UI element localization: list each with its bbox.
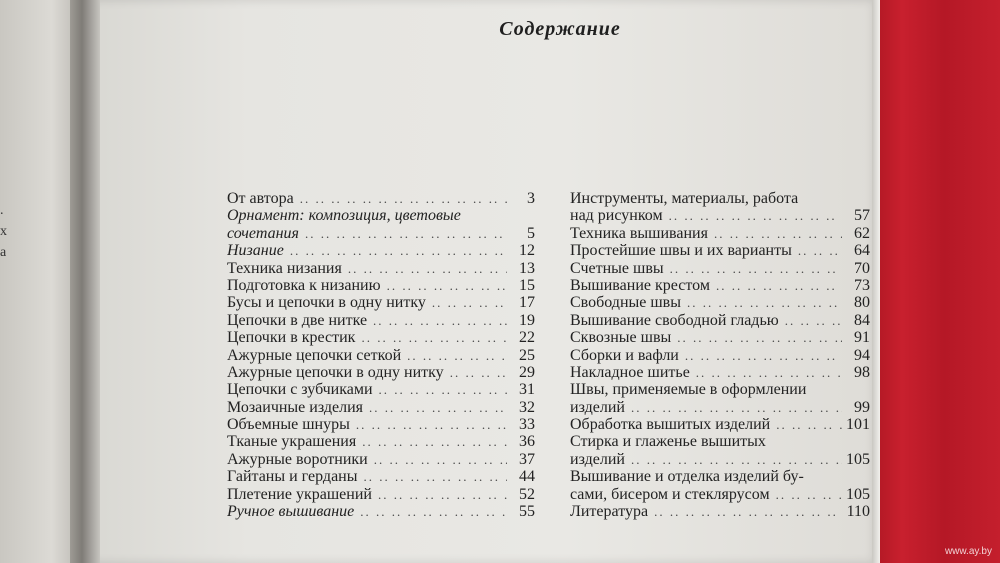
- toc-entry-title: сами, бисером и стеклярусом: [570, 485, 770, 503]
- leader-dots: [290, 242, 507, 259]
- toc-page-number: 105: [846, 485, 870, 503]
- toc-entry-title: Вышивание свободной гладью: [570, 311, 779, 329]
- toc-entry: [570, 468, 870, 485]
- leader-dots: [369, 399, 507, 416]
- toc-entry-title: сочетания: [227, 224, 299, 242]
- toc-page-number: 17: [519, 294, 535, 312]
- leader-dots: [714, 225, 842, 242]
- toc-page-number: 94: [854, 346, 870, 364]
- toc-entry: [227, 416, 535, 433]
- toc-left-column: [227, 190, 535, 520]
- toc-page-number: 31: [519, 381, 535, 399]
- leader-dots: [305, 225, 507, 242]
- toc-page-number: 64: [854, 242, 870, 260]
- leader-dots: [374, 451, 507, 468]
- toc-page-number: 15: [519, 276, 535, 294]
- leader-dots: [387, 277, 507, 294]
- toc-page-number: 25: [519, 346, 535, 364]
- leader-dots: [776, 486, 842, 503]
- leader-dots: [300, 190, 507, 207]
- toc-entry: [570, 399, 870, 416]
- leader-dots: [360, 503, 507, 520]
- leader-dots: [785, 312, 842, 329]
- toc-page-number: 105: [846, 450, 870, 468]
- leader-dots: [716, 277, 842, 294]
- toc-entry-title: Сборки и вафли: [570, 346, 679, 364]
- toc-entry-title: Ажурные цепочки сеткой: [227, 346, 402, 364]
- toc-entry-title: Стирка и глаженье вышитых: [570, 433, 766, 451]
- leader-dots: [363, 468, 507, 485]
- toc-entry: [570, 225, 870, 242]
- watermark: www.ay.by: [944, 546, 992, 557]
- toc-entry: [227, 486, 535, 503]
- toc-entry: [570, 277, 870, 294]
- toc-page-number: 5: [527, 224, 535, 242]
- leader-dots: [669, 207, 842, 224]
- toc-entry-title: Бусы и цепочки в одну нитку: [227, 294, 426, 312]
- toc-entry-title: Накладное шитье: [570, 363, 690, 381]
- toc-entry: [570, 416, 870, 433]
- toc-page-number: 29: [519, 363, 535, 381]
- toc-entry-title: Ажурные цепочки в одну нитку: [227, 363, 444, 381]
- toc-entry: [227, 242, 535, 259]
- toc-entry: [570, 364, 870, 381]
- leader-dots: [654, 503, 842, 520]
- toc-entry: [570, 207, 870, 224]
- toc-entry: [570, 486, 870, 503]
- toc-page-number: 110: [846, 503, 870, 521]
- toc-entry: [227, 399, 535, 416]
- toc-entry-title: Низание: [227, 242, 284, 260]
- toc-entry-title: Счетные швы: [570, 259, 664, 277]
- toc-page-number: 73: [854, 276, 870, 294]
- toc-page-number: 52: [519, 485, 535, 503]
- leader-dots: [348, 260, 507, 277]
- toc-page-number: 80: [854, 294, 870, 312]
- toc-page-number: 91: [854, 329, 870, 347]
- toc-page-number: 13: [519, 259, 535, 277]
- leader-dots: [378, 486, 507, 503]
- toc-entry: [227, 381, 535, 398]
- leader-dots: [670, 260, 842, 277]
- toc-entry: [227, 190, 535, 207]
- toc-page-number: 55: [519, 503, 535, 521]
- toc-entry-title: От автора: [227, 190, 294, 207]
- toc-entry-title: Цепочки в две нитке: [227, 311, 368, 329]
- left-page-fragment: х: [0, 224, 7, 239]
- toc-page-number: 19: [519, 311, 535, 329]
- red-cloth-background: [860, 0, 1000, 563]
- toc-entry: [570, 242, 870, 259]
- toc-entry: [227, 329, 535, 346]
- toc-entry: [570, 190, 870, 207]
- toc-entry: [570, 381, 870, 398]
- toc-page-number: 32: [519, 398, 535, 416]
- toc-page-number: 99: [854, 398, 870, 416]
- toc-entry-title: Вышивание и отделка изделий бу-: [570, 468, 804, 486]
- toc-entry: [570, 294, 870, 311]
- toc-entry-title: Подготовка к низанию: [227, 276, 381, 294]
- toc-page-number: 12: [519, 242, 535, 260]
- toc-entry-title: Мозаичные изделия: [227, 398, 364, 416]
- toc-entry-title: Швы, применяемые в оформлении: [570, 381, 807, 399]
- toc-entry: [570, 433, 870, 450]
- toc-page-number: 84: [854, 311, 870, 329]
- toc-entry-title: Орнамент: композиция, цветовые: [227, 207, 461, 225]
- toc-entry-title: изделий: [570, 450, 625, 468]
- toc-entry-title: Техника низания: [227, 259, 342, 277]
- toc-right-column: [570, 190, 870, 520]
- toc-entry: [570, 347, 870, 364]
- toc-page-number: 33: [519, 416, 535, 434]
- toc-entry: [227, 433, 535, 450]
- toc-entry-title: Ажурные воротники: [227, 450, 368, 468]
- book-gutter: [70, 0, 100, 563]
- toc-entry: [227, 225, 535, 242]
- toc-entry-title: Гайтаны и герданы: [227, 468, 358, 486]
- toc-entry-title: Техника вышивания: [570, 224, 708, 242]
- toc-entry: [227, 451, 535, 468]
- toc-entry-title: Объемные шнуры: [227, 416, 350, 434]
- toc-entry-title: над рисунком: [570, 207, 663, 225]
- toc-entry-title: Обработка вышитых изделий: [570, 416, 771, 434]
- toc-page-number: 70: [854, 259, 870, 277]
- toc-page-number: 98: [854, 363, 870, 381]
- toc-entry: [227, 503, 535, 520]
- leader-dots: [677, 329, 842, 346]
- left-page-fragment: .: [0, 203, 4, 218]
- leader-dots: [379, 381, 507, 398]
- toc-entry-title: Цепочки с зубчиками: [227, 381, 373, 399]
- leader-dots: [631, 451, 842, 468]
- toc-page-number: 3: [527, 190, 535, 207]
- toc-entry: [227, 294, 535, 311]
- toc-page-number: 101: [846, 416, 870, 434]
- toc-page-number: 44: [519, 468, 535, 486]
- toc-page-number: 37: [519, 450, 535, 468]
- toc-entry: [227, 277, 535, 294]
- toc-page-number: 62: [854, 224, 870, 242]
- toc-entry: [570, 312, 870, 329]
- leader-dots: [776, 416, 842, 433]
- toc-entry-title: Ручное вышивание: [227, 503, 355, 521]
- page-title: Содержание: [499, 18, 621, 40]
- toc-entry-title: Свободные швы: [570, 294, 681, 312]
- toc-page-number: 36: [519, 433, 535, 451]
- leader-dots: [362, 433, 507, 450]
- leader-dots: [361, 329, 507, 346]
- toc-entry-title: Вышивание крестом: [570, 276, 710, 294]
- leader-dots: [407, 347, 507, 364]
- leader-dots: [798, 242, 842, 259]
- toc-entry: [227, 364, 535, 381]
- leader-dots: [687, 294, 842, 311]
- toc-entry: [227, 347, 535, 364]
- toc-page-number: 22: [519, 329, 535, 347]
- leader-dots: [432, 294, 507, 311]
- toc-entry-title: Сквозные швы: [570, 329, 672, 347]
- toc-entry-title: Плетение украшений: [227, 485, 372, 503]
- left-page-fragments: [0, 200, 7, 263]
- toc-entry-title: Простейшие швы и их варианты: [570, 242, 792, 260]
- toc-page-number: 57: [854, 207, 870, 225]
- leader-dots: [373, 312, 507, 329]
- toc-entry: [227, 468, 535, 485]
- toc-entry: [227, 260, 535, 277]
- toc-entry: [227, 207, 535, 224]
- leader-dots: [696, 364, 842, 381]
- toc-entry: [570, 329, 870, 346]
- right-page: [90, 0, 880, 563]
- page-edge: [872, 0, 880, 563]
- toc-entry: [570, 260, 870, 277]
- leader-dots: [631, 399, 842, 416]
- toc-entry-title: Цепочки в крестик: [227, 329, 356, 347]
- toc-entry: [570, 503, 870, 520]
- toc-entry-title: Тканые украшения: [227, 433, 357, 451]
- leader-dots: [450, 364, 507, 381]
- leader-dots: [685, 347, 842, 364]
- toc-entry-title: изделий: [570, 398, 625, 416]
- toc-entry: [227, 312, 535, 329]
- left-page-fragment: а: [0, 245, 7, 260]
- toc-entry: [570, 451, 870, 468]
- leader-dots: [356, 416, 507, 433]
- toc-entry-title: Инструменты, материалы, работа: [570, 190, 799, 207]
- toc-entry-title: Литература: [570, 503, 649, 521]
